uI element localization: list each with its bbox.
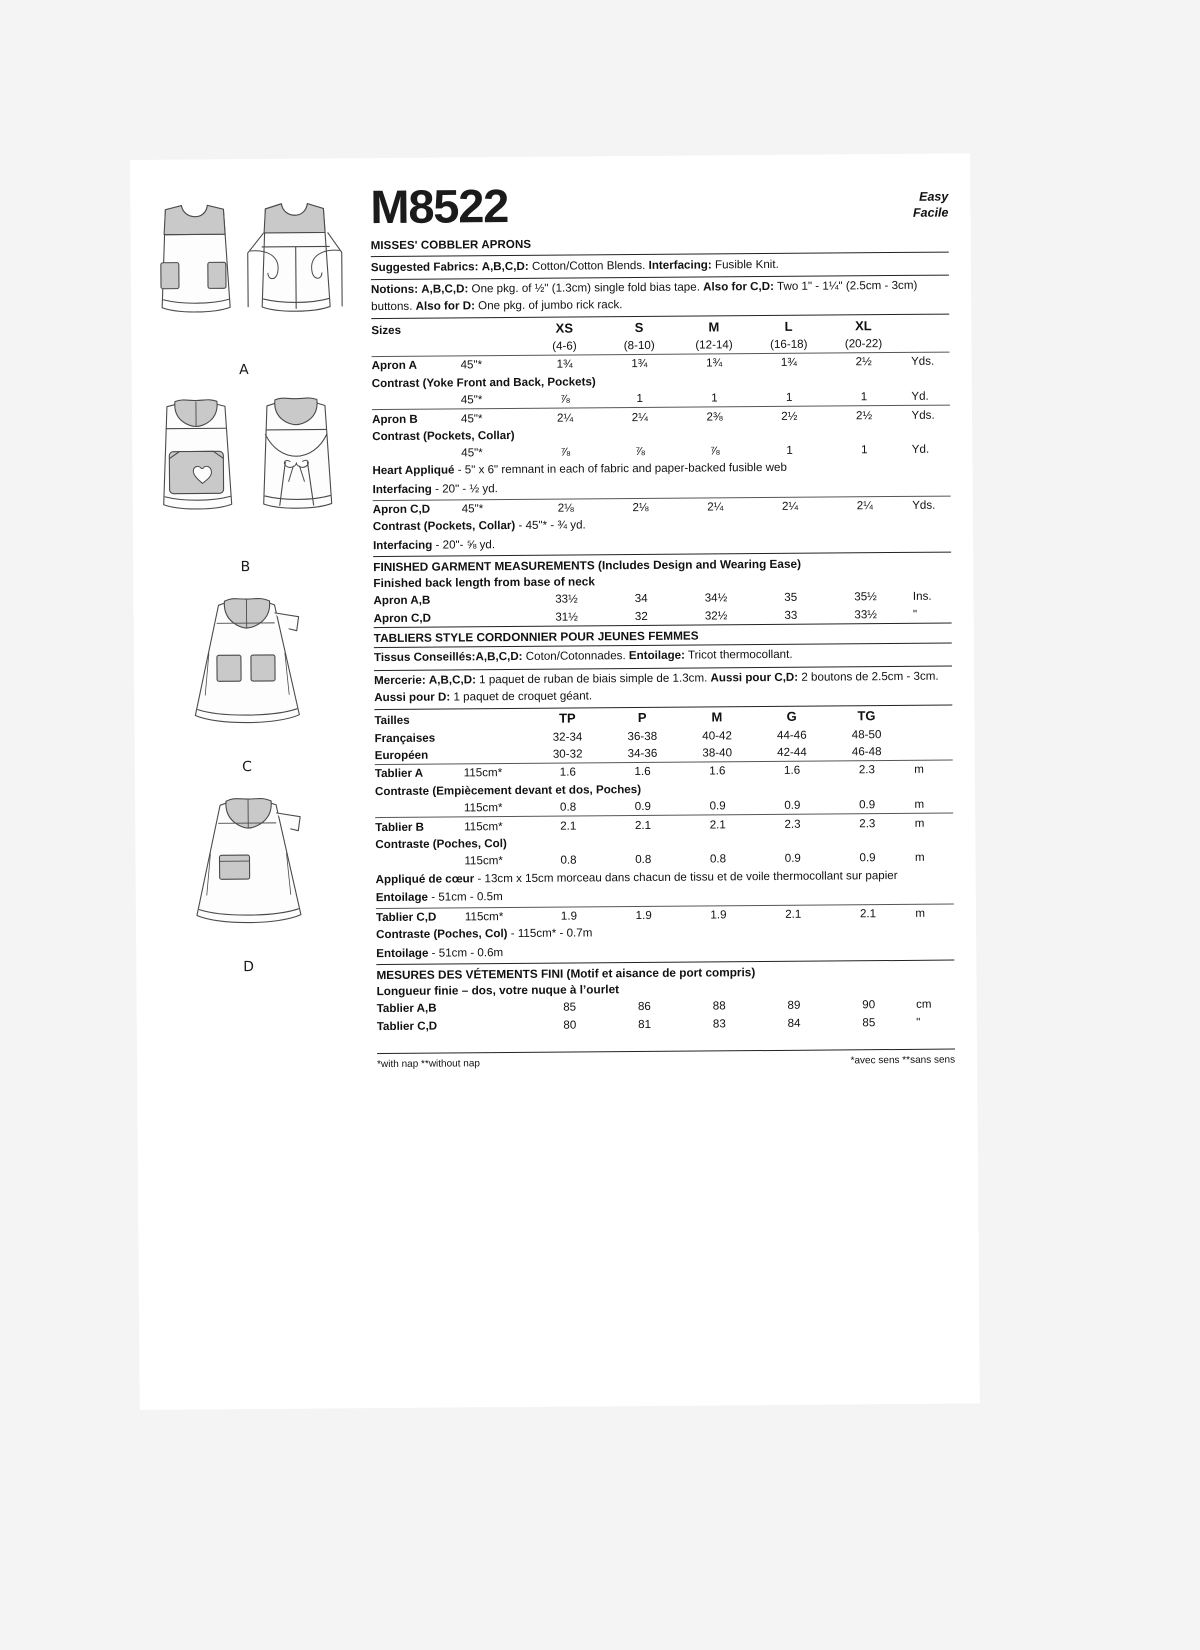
sizes-table-fr [374,706,952,765]
row-val-m: ⅞ [709,444,720,458]
view-b-illustration [142,385,348,576]
row-val-xs: 33½ [555,592,578,606]
row-unit: m [915,907,926,921]
row-val-g: 2.1 [785,908,802,922]
finished-measurements-sub-fr: Longueur finie – dos, votre nuque à l’ourlet [376,982,620,999]
row-val-g: 0.9 [784,798,801,813]
row-label: Tablier C,D [376,1019,438,1033]
row-fabric-width: 45"* [460,358,483,372]
row-fabric-width: 45"* [460,393,483,407]
notions-text-en: One pkg. of ½" (1.3cm) single fold bias tape. [471,280,700,296]
finished-measurements-head-en: FINISHED GARMENT MEASUREMENTS (Includes Design and Wearing Ease) [373,556,802,575]
contrast-note-a-fr: Contraste (Empiècement devant et dos, Poches) [374,782,642,798]
pattern-envelope-back [130,153,980,1410]
view-letter-b: B [240,559,251,576]
row-unit: m [914,763,924,777]
row-val-xl: 1 [860,390,868,404]
row-fabric-width: 45"* [460,411,483,425]
heart-applique-text-fr: - 13cm x 15cm morceau dans chacun de tissu et de voile thermocollant sur papier [474,868,898,885]
finished-table-en [373,588,951,627]
row-val-xs: 31½ [555,610,578,624]
notions-label-fr: Mercerie: [374,673,426,688]
row-unit: Yd. [911,389,929,403]
interfacing-ab-text-en: - 20" - ½ yd. [431,482,498,496]
row-label: Apron A,B [373,593,431,608]
notions-views-fr: A,B,C,D: [428,673,476,687]
row-val-xs: ⅞ [560,445,571,459]
row-val-m: 32½ [704,608,728,623]
row-val-m: 1.9 [710,908,727,922]
garment-title-fr: TABLIERS STYLE CORDONNIER POUR JEUNES FEMMES [373,628,699,645]
row-val-s: 32 [634,609,648,623]
notions-fr [374,666,952,709]
fabrics-views-fr: A,B,C,D: [475,650,523,664]
size-range-xl: (20-22) [844,337,883,351]
table-row [377,1013,955,1035]
size-range-xs: (4-6) [552,339,577,353]
view-c-illustration [143,582,350,776]
fabrics-text-fr: Coton/Cotonnades. [525,649,626,664]
row-unit: m [914,797,925,812]
row-val-p: 1.9 [635,909,652,923]
row-val-p: 81 [638,1017,652,1031]
contrast-cd-label-fr: Contraste (Poches, Col) [376,927,508,942]
fr-size-g: 44-46 [776,728,807,742]
size-code-m: M [708,319,720,335]
view-c-svg [146,582,347,762]
row-val-xs: 2¼ [556,411,574,425]
row-val-p: 2.1 [634,818,652,832]
size-code-p: P [637,710,647,726]
row-unit: m [914,816,925,830]
size-code-l: L [784,318,793,334]
garment-title-en: MISSES' COBBLER APRONS [370,238,532,253]
row-val-l: 2½ [781,409,798,423]
row-val-tp: 1.9 [560,909,578,923]
size-code-g: G [786,709,797,725]
entoilage-cd-label-fr: Entoilage [376,946,429,961]
view-letter-d: D [243,959,255,976]
contrast-note-b-en: Contrast (Pockets, Collar) [372,428,515,443]
heart-applique-label-fr: Appliqué de cœur [375,871,475,886]
row-val-xs: 1¾ [556,357,573,372]
row-val-xl: 33½ [854,607,877,621]
row-val-tg: 90 [862,998,876,1012]
contrast-cd-label-en: Contrast (Pockets, Collar) [372,519,516,534]
row-fabric-width: 115cm* [463,766,503,780]
view-a-svg [143,188,344,365]
entoilage-ab-label-fr: Entoilage [375,890,429,905]
view-letter-c: C [242,759,253,776]
row-val-tg: 0.9 [859,798,876,812]
notions-also-label-fr: Aussi pour C,D: [710,670,799,685]
fr-size-m: 40-42 [702,728,732,743]
size-code-xl: XL [854,317,872,333]
row-val-g: 2.3 [784,817,801,831]
francaises-label: Françaises [374,731,436,745]
finished-measurements-sub-en: Finished back length from base of neck [373,574,595,591]
metrage-rows-b-fr [375,814,953,871]
row-val-tg: 0.9 [859,851,876,865]
row-label: Tablier A [374,767,424,781]
row-unit: " [916,1015,921,1029]
row-val-l: 1 [786,444,793,458]
row-unit: " [912,607,918,621]
difficulty-badge [913,180,949,222]
row-val-l: 35 [784,590,798,605]
notions-also-d-label-en: Also for D: [415,299,475,313]
row-unit: Yds. [911,408,935,422]
row-val-tg: 2.1 [859,907,877,921]
row-val-m: 1 [711,391,718,405]
technical-drawings-column [140,188,351,984]
row-label: Apron A [371,359,417,373]
row-label: Tablier A,B [376,1001,437,1016]
footnotes-row [377,1049,955,1070]
interfacing-label-fr: Entoilage: [628,648,685,663]
eu-size-p: 34-36 [627,746,658,761]
row-val-g: 89 [787,999,801,1013]
row-val-m: 83 [712,1016,726,1031]
row-val-s: ⅞ [635,445,645,459]
notions-also-text-fr: 2 boutons de 2.5cm - 3cm. [801,669,939,684]
row-val-xs: 2⅛ [557,501,574,515]
size-code-xs: XS [555,320,574,336]
row-val-p: 0.9 [634,800,651,814]
footnote-en: *with nap **without nap [377,1058,481,1070]
row-val-tg: 2.3 [859,816,876,830]
row-val-xl: 2½ [855,408,873,422]
yardage-table-en [371,315,949,356]
row-val-tp: 85 [563,1000,577,1014]
fabrics-text-en: Cotton/Cotton Blends. [531,258,646,273]
yardage-rows-en [372,353,950,410]
row-unit: m [914,851,925,865]
row-val-m: 0.8 [709,852,727,866]
row-val-s: 2¼ [631,410,648,424]
row-fabric-width: 115cm* [464,910,504,924]
contrast-note-a-en: Contrast (Yoke Front and Back, Pockets) [371,375,596,390]
row-label: Apron C,D [373,611,431,625]
heart-applique-text-en: - 5" x 6" remnant in each of fabric and paper-backed fusible web [454,461,787,477]
fr-size-p: 36-38 [627,729,658,743]
row-val-tg: 85 [862,1015,876,1029]
yardage-rows-b-en [372,406,950,463]
row-val-l: 1 [785,390,793,404]
pattern-number: M8522 [370,179,509,234]
row-val-g: 84 [787,1016,801,1030]
row-val-m: 34½ [704,591,728,605]
row-fabric-width: 45"* [461,502,484,516]
notions-text-fr: 1 paquet de ruban de biais simple de 1.3cm. [479,671,708,687]
row-val-m: 2¼ [707,500,724,514]
row-val-tg: 2.3 [858,763,875,777]
row-val-xl: 2½ [855,355,872,369]
row-unit: Ins. [912,589,932,604]
row-val-tp: 1.6 [559,765,576,780]
view-d-svg [147,782,348,962]
eu-size-tg: 46-48 [851,745,882,759]
notions-also-label-en: Also for C,D: [703,280,775,294]
sizes-label-fr: Tailles [374,714,410,728]
row-label: Tablier C,D [375,910,437,925]
view-a-illustration [140,188,346,379]
row-val-xl: 35½ [854,590,877,604]
row-val-p: 0.8 [635,853,652,867]
interfacing-text-en: Fusible Knit. [714,257,779,271]
row-val-m: 88 [712,999,726,1013]
row-val-tp: 2.1 [560,819,577,833]
row-fabric-width: 115cm* [464,854,503,868]
notions-also-d-text-en: One pkg. of jumbo rick rack. [478,298,623,313]
row-val-m: 0.9 [709,799,726,813]
row-val-s: 1¾ [631,357,648,371]
fabrics-views-en: A,B,C,D: [481,259,529,273]
size-code-m-fr: M [711,709,723,725]
view-d-illustration [145,782,352,976]
eu-size-tp: 30-32 [552,747,583,761]
row-unit: Yds. [910,355,935,369]
row-val-tp: 0.8 [559,800,577,814]
view-b-svg [144,385,345,562]
fr-size-tp: 32-34 [552,730,583,744]
notions-also-d-label-fr: Aussi pour D: [374,690,451,704]
notions-label-en: Notions: [370,283,419,297]
row-unit: Yd. [911,442,930,457]
row-val-m: 1.6 [709,764,726,778]
row-fabric-width: 45"* [461,446,483,460]
interfacing-ab-label-en: Interfacing [372,482,432,497]
interfacing-cd-text-en: - 20"- ⅝ yd. [432,538,496,552]
row-val-m: 2.1 [709,817,726,832]
row-val-xl: 2¼ [856,499,873,513]
entoilage-cd-text-fr: - 51cm - 0.6m [428,946,504,960]
difficulty-en: Easy [919,189,949,204]
heart-applique-label-en: Heart Appliqué [372,463,455,478]
difficulty-fr: Facile [912,205,949,220]
row-val-m: 1¾ [706,356,723,370]
contrast-cd-text-fr: - 115cm* - 0.7m [507,926,593,941]
finished-measurements-head-fr: MESURES DES VÉTEMENTS FINI (Motif et aisance de port compris) [376,965,756,983]
interfacing-label-en: Interfacing: [648,257,712,272]
finished-table-fr [377,996,955,1035]
row-val-p: 86 [637,1000,651,1014]
notions-en [371,275,949,318]
row-val-xl: 1 [861,443,868,457]
row-val-p: 1.6 [634,765,651,779]
fabrics-label-en: Suggested Fabrics: [370,259,479,274]
row-val-s: 34 [634,592,648,606]
size-range-l: (16-18) [770,337,808,351]
notions-also-d-text-fr: 1 paquet de croquet géant. [453,689,593,704]
sizes-label-en: Sizes [371,323,402,337]
eu-size-m: 38-40 [702,746,733,760]
row-val-m: 2⅜ [706,409,723,423]
row-unit: cm [916,997,932,1012]
interfacing-cd-label-en: Interfacing [372,538,433,553]
contrast-cd-text-en: - 45"* - ¾ yd. [515,518,586,533]
size-range-s: (8-10) [623,338,655,353]
notions-views-en: A,B,C,D: [421,282,469,297]
row-val-s: 1 [636,392,643,406]
row-val-l: 33 [784,608,798,622]
row-val-g: 0.9 [784,852,801,866]
fr-size-tg: 48-50 [851,727,882,742]
specifications-column [370,180,955,1070]
size-range-m: (12-14) [695,338,733,352]
row-val-xs: ⅞ [559,392,570,406]
size-code-tp: TP [559,710,576,726]
row-val-g: 1.6 [783,764,801,778]
notions-also-text-en: Two 1" - 1¼" (2.5cm - 3cm) buttons. [371,279,918,314]
footnote-fr: *avec sens **sans sens [850,1054,956,1067]
row-unit: Yds. [912,498,936,513]
row-label: Apron B [371,412,418,426]
row-val-tp: 80 [563,1018,577,1032]
row-label: Apron C,D [372,502,431,517]
row-val-l: 1¾ [780,356,798,370]
eu-size-g: 42-44 [777,745,807,760]
row-fabric-width: 115cm* [464,819,503,833]
view-letter-a: A [239,362,250,379]
size-code-tg: TG [857,708,876,724]
metrage-rows-a-fr [375,761,953,818]
header-row [370,179,949,234]
row-label: Tablier B [375,820,425,834]
row-val-l: 2¼ [781,499,799,514]
europeen-label: Européen [374,748,429,763]
contrast-note-b-fr: Contraste (Poches, Col) [375,837,507,852]
size-code-s: S [634,319,644,335]
row-val-tp: 0.8 [560,853,577,867]
entoilage-ab-text-fr: - 51cm - 0.5m [427,890,503,904]
row-fabric-width: 115cm* [463,801,503,815]
row-val-s: 2⅛ [632,501,649,515]
fabrics-label-fr: Tissus Conseillés: [373,650,476,665]
interfacing-text-fr: Tricot thermocollant. [687,648,793,662]
